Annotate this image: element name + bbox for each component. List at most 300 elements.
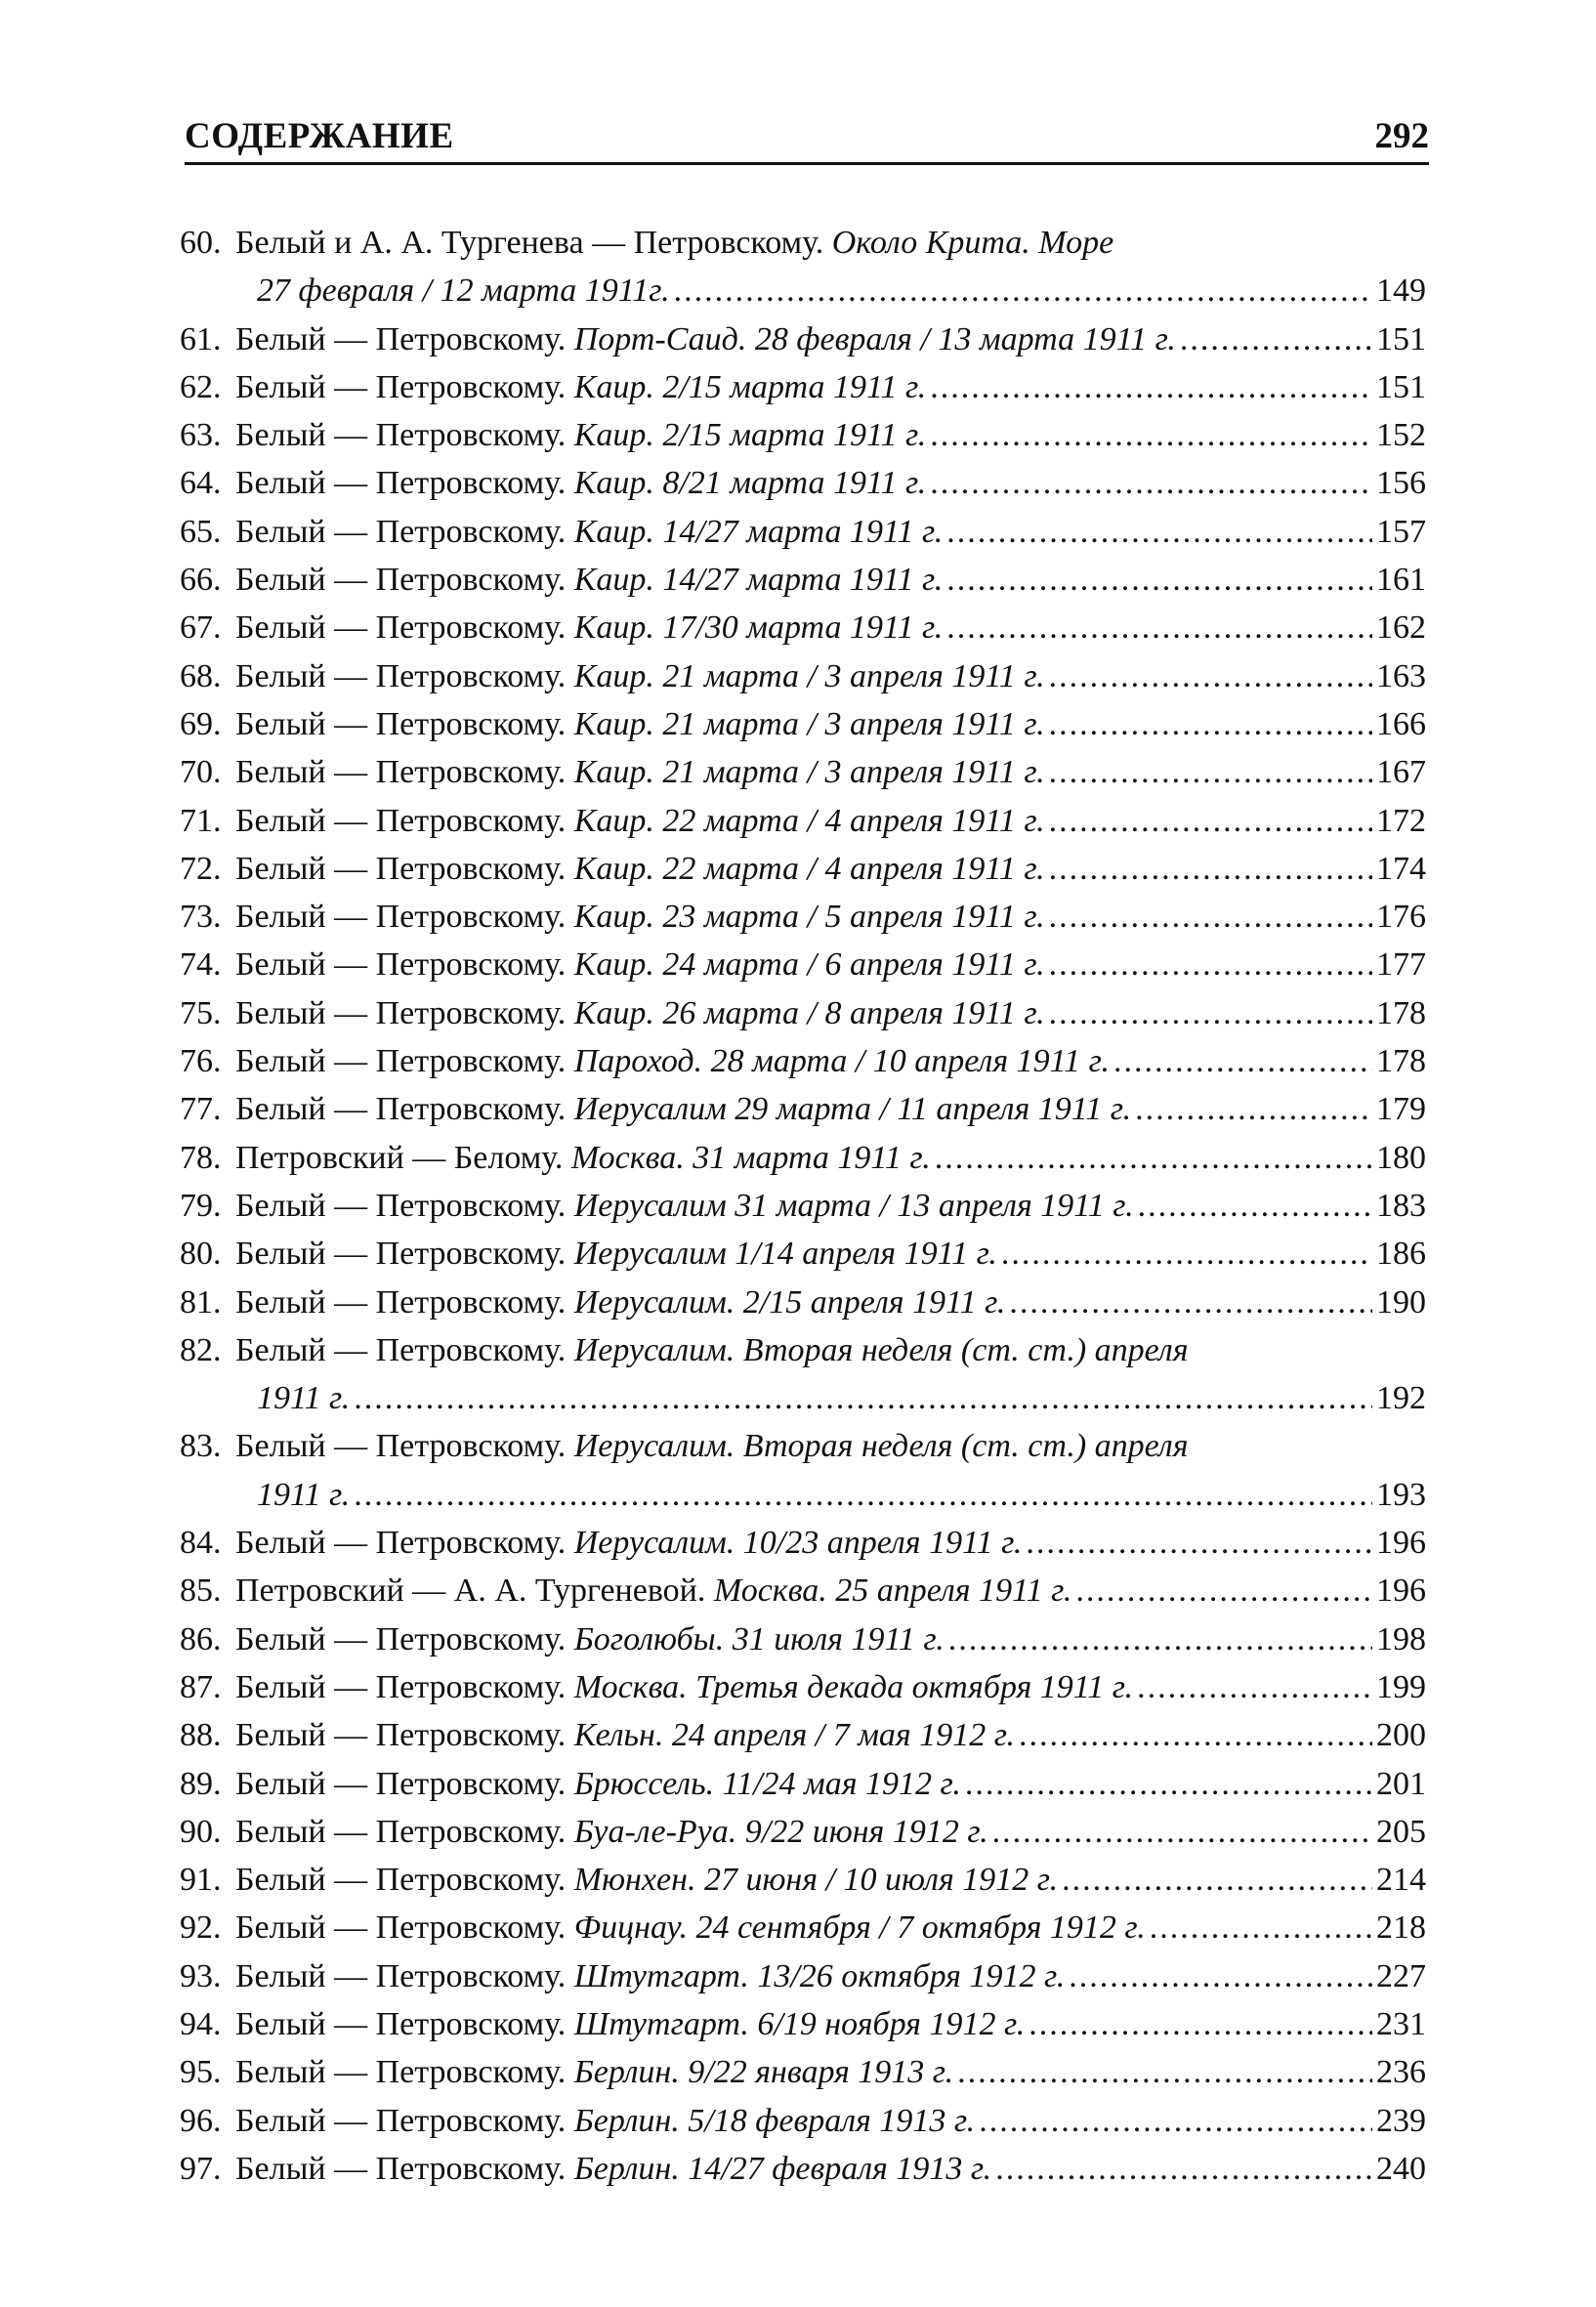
dot-leader bbox=[965, 1760, 1372, 1808]
toc-entry-line bbox=[0, 1663, 1596, 1711]
entry-place-date: Каир. 24 марта / 6 апреля 1911 г. bbox=[573, 946, 1045, 984]
header-rule bbox=[185, 162, 1429, 165]
entry-number: 90. bbox=[180, 1813, 222, 1850]
entry-page-number: 227 bbox=[1376, 1957, 1426, 1994]
entry-correspondents: Белый — Петровскому. bbox=[235, 2005, 567, 2042]
entry-page-number: 236 bbox=[1376, 2054, 1426, 2091]
toc-entry-line bbox=[0, 1952, 1596, 2000]
entry-place-date: Иерусалим. Вторая неделя (ст. ст.) апреля bbox=[573, 1428, 1189, 1465]
entry-title bbox=[235, 363, 926, 411]
entry-place-date: Штутгарт. 13/26 октября 1912 г. bbox=[573, 1957, 1066, 1994]
toc-entry bbox=[0, 797, 1596, 845]
entry-number: 61. bbox=[180, 320, 222, 357]
toc-entry-line bbox=[0, 1471, 1596, 1519]
entry-place-date: Каир. 14/27 марта 1911 г. bbox=[573, 562, 944, 599]
entry-correspondents: Белый — Петровскому. bbox=[235, 1187, 567, 1224]
entry-page-number: 201 bbox=[1376, 1765, 1426, 1802]
toc-entry-line bbox=[0, 748, 1596, 796]
entry-number: 94. bbox=[180, 2005, 222, 2042]
dot-leader bbox=[1069, 1952, 1372, 2000]
dot-leader bbox=[935, 1134, 1372, 1182]
toc-entry bbox=[0, 459, 1596, 507]
dot-leader bbox=[1049, 652, 1372, 700]
entry-page-number: 193 bbox=[1376, 1476, 1426, 1513]
dot-leader bbox=[1026, 1519, 1372, 1567]
toc-entry-line bbox=[0, 1711, 1596, 1759]
entry-correspondents: Белый — Петровскому. bbox=[235, 1331, 567, 1368]
entry-correspondents: Белый — Петровскому. bbox=[235, 657, 567, 694]
entry-correspondents: Белый — Петровскому. bbox=[235, 609, 567, 647]
entry-page-number: 156 bbox=[1376, 465, 1426, 502]
toc-entry-line bbox=[0, 1904, 1596, 1951]
toc-entry-line bbox=[0, 1567, 1596, 1615]
entry-number: 75. bbox=[180, 994, 222, 1031]
toc-entry bbox=[0, 1760, 1596, 1808]
toc-entry bbox=[0, 363, 1596, 411]
entry-page-number: 199 bbox=[1376, 1668, 1426, 1705]
entry-place-date: Штутгарт. 6/19 ноября 1912 г. bbox=[573, 2005, 1026, 2042]
toc-entry bbox=[0, 1134, 1596, 1182]
entry-place-date: Каир. 22 марта / 4 апреля 1911 г. bbox=[573, 802, 1045, 839]
toc-entry-line bbox=[0, 1808, 1596, 1856]
entry-title bbox=[235, 700, 1045, 748]
toc-entry bbox=[0, 989, 1596, 1037]
dot-leader bbox=[1001, 1230, 1372, 1278]
toc-entry-line bbox=[0, 941, 1596, 988]
entry-page-number: 196 bbox=[1376, 1525, 1426, 1562]
entry-number: 92. bbox=[180, 1909, 222, 1947]
entry-page-number: 152 bbox=[1376, 417, 1426, 454]
dot-leader bbox=[1049, 700, 1372, 748]
entry-correspondents: Белый — Петровскому. bbox=[235, 1668, 567, 1705]
entry-page-number: 162 bbox=[1376, 609, 1426, 647]
entry-correspondents: Белый — Петровскому. bbox=[235, 1957, 567, 1994]
entry-place-date: Каир. 22 марта / 4 апреля 1911 г. bbox=[573, 850, 1045, 887]
toc-entry-line bbox=[0, 845, 1596, 893]
entry-correspondents: Белый — Петровскому. bbox=[235, 705, 567, 742]
toc-entry-line bbox=[0, 508, 1596, 556]
entry-title bbox=[235, 1663, 1133, 1711]
entry-place-date: Около Крита. Море bbox=[831, 225, 1114, 261]
toc-entry-line bbox=[0, 556, 1596, 604]
entry-place-date: Каир. 17/30 марта 1911 г. bbox=[573, 609, 944, 647]
entry-page-number: 177 bbox=[1376, 946, 1426, 984]
entry-number: 87. bbox=[180, 1668, 222, 1705]
entry-page-number: 151 bbox=[1376, 368, 1426, 405]
entry-place-date: Боголюбы. 31 июля 1911 г. bbox=[573, 1620, 945, 1657]
entry-title bbox=[235, 556, 943, 604]
entry-title bbox=[235, 845, 1045, 893]
dot-leader bbox=[1075, 1567, 1372, 1615]
running-title: СОДЕРЖАНИЕ bbox=[185, 116, 454, 156]
toc-entry-line bbox=[0, 411, 1596, 459]
entry-number: 91. bbox=[180, 1862, 222, 1899]
entry-correspondents: Белый — Петровскому. bbox=[235, 1091, 567, 1128]
entry-correspondents: Белый — Петровскому. bbox=[235, 1525, 567, 1562]
entry-number: 77. bbox=[180, 1091, 222, 1128]
toc-entry bbox=[0, 604, 1596, 651]
dot-leader bbox=[1062, 1856, 1372, 1904]
entry-place-date: Иерусалим. 10/23 апреля 1911 г. bbox=[573, 1525, 1023, 1562]
entry-place-date: Брюссель. 11/24 мая 1912 г. bbox=[573, 1765, 961, 1802]
entry-place-date: Берлин. 14/27 февраля 1913 г. bbox=[573, 2150, 992, 2187]
entry-place-date: Мюнхен. 27 июня / 10 июля 1912 г. bbox=[573, 1862, 1059, 1899]
entry-correspondents: Белый — Петровскому. bbox=[235, 465, 567, 502]
toc-entry bbox=[0, 1615, 1596, 1663]
entry-number: 97. bbox=[180, 2150, 222, 2187]
toc-entry-line bbox=[0, 2097, 1596, 2145]
entry-place-date: Кельн. 24 апреля / 7 мая 1912 г. bbox=[573, 1717, 1016, 1754]
entry-correspondents: Белый — Петровскому. bbox=[235, 1043, 567, 1080]
dot-leader bbox=[354, 1471, 1372, 1519]
toc-entry-line bbox=[0, 459, 1596, 507]
toc-entry bbox=[0, 1279, 1596, 1326]
dot-leader bbox=[354, 1374, 1372, 1422]
dot-leader bbox=[1049, 748, 1372, 796]
toc-entry-line bbox=[0, 1134, 1596, 1182]
entry-number: 76. bbox=[180, 1043, 222, 1080]
entry-title bbox=[235, 1422, 1189, 1470]
entry-number: 86. bbox=[180, 1620, 222, 1657]
entry-correspondents: Белый — Петровскому. bbox=[235, 899, 567, 936]
entry-place-date: Иерусалим 29 марта / 11 апреля 1911 г. bbox=[573, 1091, 1132, 1128]
entry-correspondents: Белый — Петровскому. bbox=[235, 850, 567, 887]
entry-page-number: 178 bbox=[1376, 994, 1426, 1031]
entry-correspondents: Белый и А. А. Тургенева — Петровскому. bbox=[235, 225, 824, 261]
entry-place-date: 27 февраля / 12 марта 1911г. bbox=[257, 273, 670, 310]
toc-entry-line bbox=[0, 315, 1596, 363]
toc-entry-line bbox=[0, 219, 1596, 267]
entry-place-date: Каир. 21 марта / 3 апреля 1911 г. bbox=[573, 754, 1045, 791]
toc-entry bbox=[0, 1519, 1596, 1567]
entry-number: 88. bbox=[180, 1717, 222, 1754]
entry-page-number: 174 bbox=[1376, 850, 1426, 887]
entry-place-date: Москва. 31 марта 1911 г. bbox=[570, 1139, 931, 1176]
toc-entry bbox=[0, 1182, 1596, 1230]
entry-number: 95. bbox=[180, 2054, 222, 2091]
dot-leader bbox=[1049, 941, 1372, 988]
entry-correspondents: Петровский — Белому. bbox=[235, 1139, 564, 1176]
toc-entry-line bbox=[0, 267, 1596, 315]
toc-entry-line bbox=[0, 1374, 1596, 1422]
entry-number: 65. bbox=[180, 513, 222, 550]
dot-leader bbox=[930, 411, 1372, 459]
entry-page-number: 151 bbox=[1376, 320, 1426, 357]
entry-title bbox=[235, 1279, 1005, 1326]
entry-place-date: 1911 г. bbox=[257, 1380, 351, 1417]
entry-number: 81. bbox=[180, 1283, 222, 1321]
page-header bbox=[185, 115, 1429, 164]
entry-title bbox=[235, 1904, 1146, 1951]
page-number: 292 bbox=[1374, 116, 1429, 156]
entry-correspondents: Белый — Петровскому. bbox=[235, 946, 567, 984]
toc-entry bbox=[0, 1037, 1596, 1085]
entry-correspondents: Белый — Петровскому. bbox=[235, 1620, 567, 1657]
entry-page-number: 157 bbox=[1376, 513, 1426, 550]
entry-title bbox=[235, 2145, 991, 2193]
toc-entry-line bbox=[0, 1182, 1596, 1230]
entry-number: 80. bbox=[180, 1236, 222, 1273]
entry-number: 89. bbox=[180, 1765, 222, 1802]
entry-number: 85. bbox=[180, 1573, 222, 1610]
entry-place-date: Каир. 23 марта / 5 апреля 1911 г. bbox=[573, 899, 1045, 936]
entry-title bbox=[235, 1711, 1015, 1759]
entry-page-number: 190 bbox=[1376, 1283, 1426, 1321]
entry-correspondents: Белый — Петровскому. bbox=[235, 2150, 567, 2187]
toc-entry-line bbox=[0, 1519, 1596, 1567]
dot-leader bbox=[1049, 797, 1372, 845]
entry-place-date: Фицнау. 24 сентября / 7 октября 1912 г. bbox=[573, 1909, 1146, 1947]
entry-page-number: 161 bbox=[1376, 562, 1426, 599]
toc-entry bbox=[0, 845, 1596, 893]
toc-entry-line bbox=[0, 2145, 1596, 2193]
toc-entry bbox=[0, 941, 1596, 988]
entry-page-number: 183 bbox=[1376, 1187, 1426, 1224]
entry-title bbox=[235, 1182, 1134, 1230]
toc-entry bbox=[0, 748, 1596, 796]
entry-title bbox=[235, 989, 1045, 1037]
entry-correspondents: Белый — Петровскому. bbox=[235, 320, 567, 357]
entry-page-number: 172 bbox=[1376, 802, 1426, 839]
entry-title bbox=[235, 893, 1045, 941]
entry-title bbox=[235, 1085, 1131, 1133]
entry-title bbox=[235, 219, 1113, 267]
toc-entry-line bbox=[0, 700, 1596, 748]
entry-title bbox=[235, 1037, 1110, 1085]
entry-page-number: 163 bbox=[1376, 657, 1426, 694]
dot-leader bbox=[946, 556, 1372, 604]
entry-number: 68. bbox=[180, 657, 222, 694]
entry-page-number: 180 bbox=[1376, 1139, 1426, 1176]
entry-number: 79. bbox=[180, 1187, 222, 1224]
entry-number: 64. bbox=[180, 465, 222, 502]
entry-place-date: Берлин. 5/18 февраля 1913 г. bbox=[573, 2102, 976, 2139]
dot-leader bbox=[946, 604, 1372, 651]
entry-page-number: 239 bbox=[1376, 2102, 1426, 2139]
entry-place-date: Каир. 2/15 марта 1911 г. bbox=[573, 417, 927, 454]
entry-title bbox=[235, 1856, 1058, 1904]
entry-number: 74. bbox=[180, 946, 222, 984]
dot-leader bbox=[995, 2145, 1372, 2193]
toc-entry bbox=[0, 1856, 1596, 1904]
entry-title bbox=[235, 1519, 1022, 1567]
entry-title bbox=[235, 652, 1045, 700]
entry-number: 82. bbox=[180, 1331, 222, 1368]
dot-leader bbox=[948, 1615, 1372, 1663]
entry-title bbox=[235, 1808, 988, 1856]
entry-page-number: 167 bbox=[1376, 754, 1426, 791]
entry-page-number: 218 bbox=[1376, 1909, 1426, 1947]
dot-leader bbox=[1137, 1663, 1372, 1711]
dot-leader bbox=[930, 363, 1372, 411]
entry-page-number: 192 bbox=[1376, 1380, 1426, 1417]
dot-leader bbox=[1180, 315, 1372, 363]
dot-leader bbox=[992, 1808, 1372, 1856]
entry-correspondents: Белый — Петровскому. bbox=[235, 1283, 567, 1321]
dot-leader bbox=[1049, 893, 1372, 941]
toc-entry-line bbox=[0, 1422, 1596, 1470]
toc-entry-line bbox=[0, 1856, 1596, 1904]
entry-correspondents: Белый — Петровскому. bbox=[235, 368, 567, 405]
toc-entry-line bbox=[0, 1615, 1596, 1663]
toc-entry-line bbox=[0, 363, 1596, 411]
entry-title bbox=[235, 1952, 1065, 2000]
toc-entry bbox=[0, 2000, 1596, 2048]
entry-title bbox=[235, 2097, 975, 2145]
dot-leader bbox=[674, 267, 1372, 315]
entry-title bbox=[235, 1567, 1071, 1615]
toc-entry-line bbox=[0, 797, 1596, 845]
entry-number: 93. bbox=[180, 1957, 222, 1994]
entry-number: 60. bbox=[180, 225, 222, 261]
dot-leader bbox=[1150, 1904, 1372, 1951]
dot-leader bbox=[930, 459, 1372, 507]
entry-number: 73. bbox=[180, 899, 222, 936]
entry-correspondents: Белый — Петровскому. bbox=[235, 2102, 567, 2139]
entry-place-date: Иерусалим 31 марта / 13 апреля 1911 г. bbox=[573, 1187, 1134, 1224]
entry-place-date: 1911 г. bbox=[257, 1476, 351, 1513]
entry-correspondents: Белый — Петровскому. bbox=[235, 513, 567, 550]
entry-title bbox=[235, 315, 1176, 363]
entry-place-date: Каир. 14/27 марта 1911 г. bbox=[573, 513, 944, 550]
entry-title bbox=[235, 1615, 945, 1663]
entry-place-date: Москва. 25 апреля 1911 г. bbox=[713, 1573, 1072, 1610]
entry-number: 69. bbox=[180, 705, 222, 742]
entry-title bbox=[235, 748, 1045, 796]
dot-leader bbox=[957, 2048, 1372, 2096]
toc-entry-line bbox=[0, 1230, 1596, 1278]
toc-entry-line bbox=[0, 1037, 1596, 1085]
entry-correspondents: Белый — Петровскому. bbox=[235, 994, 567, 1031]
entry-place-date: Иерусалим. Вторая неделя (ст. ст.) апреля bbox=[573, 1331, 1189, 1368]
toc-entry bbox=[0, 2097, 1596, 2145]
entry-place-date: Каир. 8/21 марта 1911 г. bbox=[573, 465, 927, 502]
toc-entry bbox=[0, 508, 1596, 556]
dot-leader bbox=[1049, 845, 1372, 893]
entry-place-date: Иерусалим. 2/15 апреля 1911 г. bbox=[573, 1283, 1006, 1321]
toc-entry-line bbox=[0, 2000, 1596, 2048]
entry-place-date: Иерусалим 1/14 апреля 1911 г. bbox=[573, 1236, 997, 1273]
entry-number: 71. bbox=[180, 802, 222, 839]
toc-entry bbox=[0, 2048, 1596, 2096]
entry-page-number: 178 bbox=[1376, 1043, 1426, 1080]
toc-entry bbox=[0, 1326, 1596, 1423]
dot-leader bbox=[1049, 989, 1372, 1037]
toc-entry-line bbox=[0, 1279, 1596, 1326]
entry-number: 83. bbox=[180, 1428, 222, 1465]
entry-page-number: 200 bbox=[1376, 1717, 1426, 1754]
dot-leader bbox=[1135, 1085, 1372, 1133]
toc-entry bbox=[0, 1952, 1596, 2000]
toc-entry bbox=[0, 2145, 1596, 2193]
entry-page-number: 196 bbox=[1376, 1573, 1426, 1610]
entry-number: 66. bbox=[180, 562, 222, 599]
entry-correspondents: Петровский — А. А. Тургеневой. bbox=[235, 1573, 706, 1610]
entry-page-number: 205 bbox=[1376, 1813, 1426, 1850]
toc-entry bbox=[0, 411, 1596, 459]
entry-correspondents: Белый — Петровскому. bbox=[235, 1862, 567, 1899]
entry-title bbox=[235, 1230, 997, 1278]
entry-correspondents: Белый — Петровскому. bbox=[235, 1813, 567, 1850]
entry-number: 63. bbox=[180, 417, 222, 454]
entry-correspondents: Белый — Петровскому. bbox=[235, 417, 567, 454]
toc-entry-line bbox=[0, 604, 1596, 651]
dot-leader bbox=[1113, 1037, 1372, 1085]
entry-title bbox=[235, 508, 943, 556]
entry-page-number: 149 bbox=[1376, 273, 1426, 310]
toc-entry bbox=[0, 1711, 1596, 1759]
entry-number: 96. bbox=[180, 2102, 222, 2139]
entry-number: 62. bbox=[180, 368, 222, 405]
entry-number: 78. bbox=[180, 1139, 222, 1176]
entry-title bbox=[235, 797, 1045, 845]
entry-page-number: 186 bbox=[1376, 1236, 1426, 1273]
entry-page-number: 214 bbox=[1376, 1862, 1426, 1899]
entry-place-date: Каир. 21 марта / 3 апреля 1911 г. bbox=[573, 657, 1045, 694]
entry-page-number: 231 bbox=[1376, 2005, 1426, 2042]
toc-entry-line bbox=[0, 1326, 1596, 1374]
table-of-contents bbox=[0, 219, 1596, 2193]
entry-correspondents: Белый — Петровскому. bbox=[235, 1765, 567, 1802]
dot-leader bbox=[1009, 1279, 1372, 1326]
entry-place-date: Каир. 26 марта / 8 апреля 1911 г. bbox=[573, 994, 1045, 1031]
toc-entry bbox=[0, 1422, 1596, 1519]
entry-correspondents: Белый — Петровскому. bbox=[235, 1717, 567, 1754]
entry-title bbox=[235, 1134, 931, 1182]
toc-entry bbox=[0, 556, 1596, 604]
toc-entry-line bbox=[0, 652, 1596, 700]
entry-page-number: 198 bbox=[1376, 1620, 1426, 1657]
entry-number: 84. bbox=[180, 1525, 222, 1562]
entry-title bbox=[235, 459, 926, 507]
entry-correspondents: Белый — Петровскому. bbox=[235, 562, 567, 599]
entry-correspondents: Белый — Петровскому. bbox=[235, 1909, 567, 1947]
entry-page-number: 240 bbox=[1376, 2150, 1426, 2187]
entry-place-date: Буа-ле-Руа. 9/22 июня 1912 г. bbox=[573, 1813, 988, 1850]
entry-place-date: Москва. Третья декада октября 1911 г. bbox=[573, 1668, 1134, 1705]
toc-entry bbox=[0, 1230, 1596, 1278]
entry-title bbox=[235, 2000, 1025, 2048]
entry-place-date: Берлин. 9/22 января 1913 г. bbox=[573, 2054, 954, 2091]
entry-page-number: 179 bbox=[1376, 1091, 1426, 1128]
entry-number: 72. bbox=[180, 850, 222, 887]
entry-correspondents: Белый — Петровскому. bbox=[235, 754, 567, 791]
entry-title bbox=[235, 2048, 953, 2096]
toc-entry bbox=[0, 1567, 1596, 1615]
dot-leader bbox=[1138, 1182, 1372, 1230]
entry-correspondents: Белый — Петровскому. bbox=[235, 1236, 567, 1273]
entry-title bbox=[235, 604, 943, 651]
entry-correspondents: Белый — Петровскому. bbox=[235, 2054, 567, 2091]
toc-entry bbox=[0, 1085, 1596, 1133]
entry-correspondents: Белый — Петровскому. bbox=[235, 1428, 567, 1465]
entry-title bbox=[235, 941, 1045, 988]
entry-page-number: 166 bbox=[1376, 705, 1426, 742]
toc-entry-line bbox=[0, 1085, 1596, 1133]
entry-title bbox=[235, 1326, 1189, 1374]
entry-place-date: Порт-Саид. 28 февраля / 13 марта 1911 г. bbox=[573, 320, 1176, 357]
toc-entry bbox=[0, 1808, 1596, 1856]
toc-entry bbox=[0, 315, 1596, 363]
dot-leader bbox=[946, 508, 1372, 556]
toc-entry-line bbox=[0, 989, 1596, 1037]
entry-place-date: Пароход. 28 марта / 10 апреля 1911 г. bbox=[573, 1043, 1110, 1080]
entry-correspondents: Белый — Петровскому. bbox=[235, 802, 567, 839]
toc-entry bbox=[0, 652, 1596, 700]
entry-place-date: Каир. 21 марта / 3 апреля 1911 г. bbox=[573, 705, 1045, 742]
toc-entry bbox=[0, 893, 1596, 941]
dot-leader bbox=[979, 2097, 1372, 2145]
